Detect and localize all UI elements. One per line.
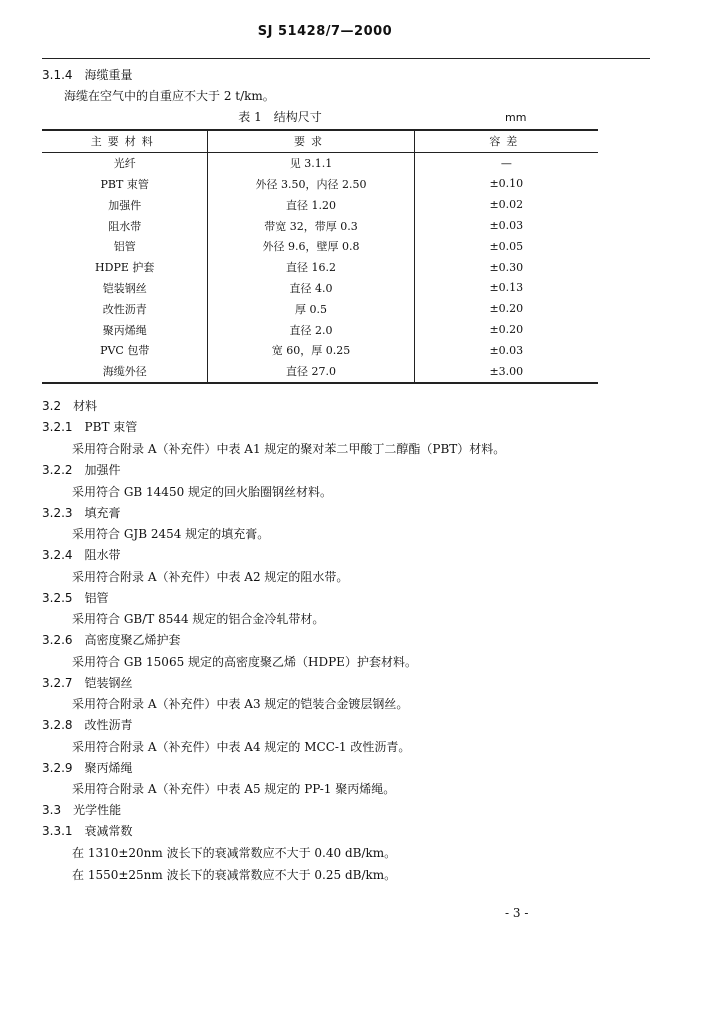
table-row [42,215,598,236]
table-row [42,236,598,257]
column-header-material: 主要材料 [42,130,208,152]
requirement-cell: 厚 0.5 [208,298,414,319]
section-number: 3.2.1 [42,420,73,434]
table-caption: 表 1 结构尺寸 [238,110,322,124]
section-3-2-9-text: 采用符合附录 A（补充件）中表 A5 规定的 PP-1 聚丙烯绳。 [72,782,396,796]
material-cell: 聚丙烯绳 [42,319,208,340]
section-number: 3.2.2 [42,463,73,477]
section-number: 3.2.7 [42,676,73,690]
section-title: 铠装钢丝 [84,676,133,690]
section-3-2-7-text: 采用符合附录 A（补充件）中表 A3 规定的铠装合金镀层钢丝。 [72,697,409,711]
requirement-cell: 直径 16.2 [208,257,414,278]
material-cell: HDPE 护套 [42,257,208,278]
material-cell: 海缆外径 [42,361,208,383]
section-3-2-1-text: 采用符合附录 A（补充件）中表 A1 规定的聚对苯二甲酸丁二醇酯（PBT）材料。 [72,442,506,456]
header-rule [42,58,650,59]
column-header-tolerance: 容差 [414,130,598,152]
material-cell: 铠装钢丝 [42,278,208,299]
table-row [42,174,598,195]
structure-dimensions-table [42,129,598,384]
section-number: 3.3 [42,803,62,817]
table-header-row [42,130,598,152]
section-3-2-7-heading [42,674,133,691]
requirement-cell: 宽 60，厚 0.25 [208,340,414,361]
table-row [42,194,598,215]
section-title: 阻水带 [84,548,121,562]
section-3-2-1-heading [42,418,137,435]
document-header: SJ 51428/7—2000 [257,24,393,39]
table-row [42,319,598,340]
requirement-cell: 直径 1.20 [208,194,414,215]
section-title: 材料 [73,399,98,413]
section-title: 聚丙烯绳 [84,761,133,775]
tolerance-cell: ±0.10 [489,177,524,191]
section-title: 填充膏 [84,506,121,520]
table-row [42,298,598,319]
section-3-2-4-heading [42,546,121,563]
material-cell: 改性沥青 [42,298,208,319]
section-3-2-3-text: 采用符合 GJB 2454 规定的填充膏。 [72,527,270,541]
material-cell: 加强件 [42,194,208,215]
section-3-2-8-heading [42,716,133,733]
section-title: 铝管 [84,591,109,605]
table-row [42,361,598,383]
section-title: 改性沥青 [84,718,133,732]
table-row [42,278,598,299]
requirement-cell: 直径 27.0 [208,361,414,383]
section-3-2-9-heading [42,759,133,776]
section-number: 3.1.4 [42,68,73,82]
material-cell: PBT 束管 [42,174,208,195]
section-3-2-6-heading [42,631,181,648]
section-title: 衰减常数 [84,824,133,838]
section-title: PBT 束管 [84,420,138,434]
tolerance-cell: ±0.13 [489,281,524,295]
requirement-cell: 外径 9.6，壁厚 0.8 [208,236,414,257]
section-number: 3.3.1 [42,824,73,838]
material-cell: 光纤 [42,152,208,173]
requirement-cell: 直径 2.0 [208,319,414,340]
section-title: 加强件 [84,463,121,477]
table-row [42,152,598,173]
tolerance-cell: ±0.20 [489,323,524,337]
tolerance-cell: ±0.03 [489,219,524,233]
material-cell: PVC 包带 [42,340,208,361]
tolerance-cell: ±0.02 [489,198,524,212]
section-number: 3.2.8 [42,718,73,732]
section-3-2-5-heading [42,589,109,606]
requirement-cell: 直径 4.0 [208,278,414,299]
section-title: 海缆重量 [84,68,133,82]
section-title: 光学性能 [73,803,122,817]
section-number: 3.2.3 [42,506,73,520]
section-number: 3.2 [42,399,62,413]
section-3-1-4-text: 海缆在空气中的自重应不大于 2 t/km。 [64,89,275,103]
section-number: 3.2.4 [42,548,73,562]
table-unit: mm [505,111,527,124]
section-3-3-1-heading [42,822,133,839]
section-3-3-1-line-1: 在 1310±20nm 波长下的衰减常数应不大于 0.40 dB/km。 [72,846,397,860]
table-row [42,257,598,278]
tolerance-cell: ±0.30 [489,260,524,274]
tolerance-cell: — [500,156,512,170]
requirement-cell: 外径 3.50，内径 2.50 [208,174,414,195]
table-row [42,340,598,361]
material-cell: 阻水带 [42,215,208,236]
section-3-2-5-text: 采用符合 GB/T 8544 规定的铝合金冷轧带材。 [72,612,325,626]
section-3-2-8-text: 采用符合附录 A（补充件）中表 A4 规定的 MCC-1 改性沥青。 [72,740,411,754]
page-number: - 3 - [505,906,529,920]
tolerance-cell: ±0.20 [489,302,524,316]
column-header-requirement: 要求 [208,130,414,152]
section-3-2-2-heading [42,461,121,478]
section-3-2-6-text: 采用符合 GB 15065 规定的高密度聚乙烯（HDPE）护套材料。 [72,655,417,669]
section-number: 3.2.6 [42,633,73,647]
section-3-1-4-heading [42,66,133,83]
section-3-3-heading [42,801,121,818]
section-3-2-3-heading [42,504,121,521]
material-cell: 铝管 [42,236,208,257]
section-3-2-4-text: 采用符合附录 A（补充件）中表 A2 规定的阻水带。 [72,570,349,584]
tolerance-cell: ±0.03 [489,343,524,357]
section-number: 3.2.9 [42,761,73,775]
section-3-2-heading [42,397,97,414]
section-3-2-2-text: 采用符合 GB 14450 规定的回火胎圈钢丝材料。 [72,485,333,499]
tolerance-cell: ±3.00 [414,361,598,383]
section-number: 3.2.5 [42,591,73,605]
requirement-cell: 带宽 32，带厚 0.3 [208,215,414,236]
tolerance-cell: ±0.05 [489,239,524,253]
section-3-3-1-line-2: 在 1550±25nm 波长下的衰减常数应不大于 0.25 dB/km。 [72,868,397,882]
requirement-cell: 见 3.1.1 [208,152,414,173]
section-title: 高密度聚乙烯护套 [84,633,181,647]
